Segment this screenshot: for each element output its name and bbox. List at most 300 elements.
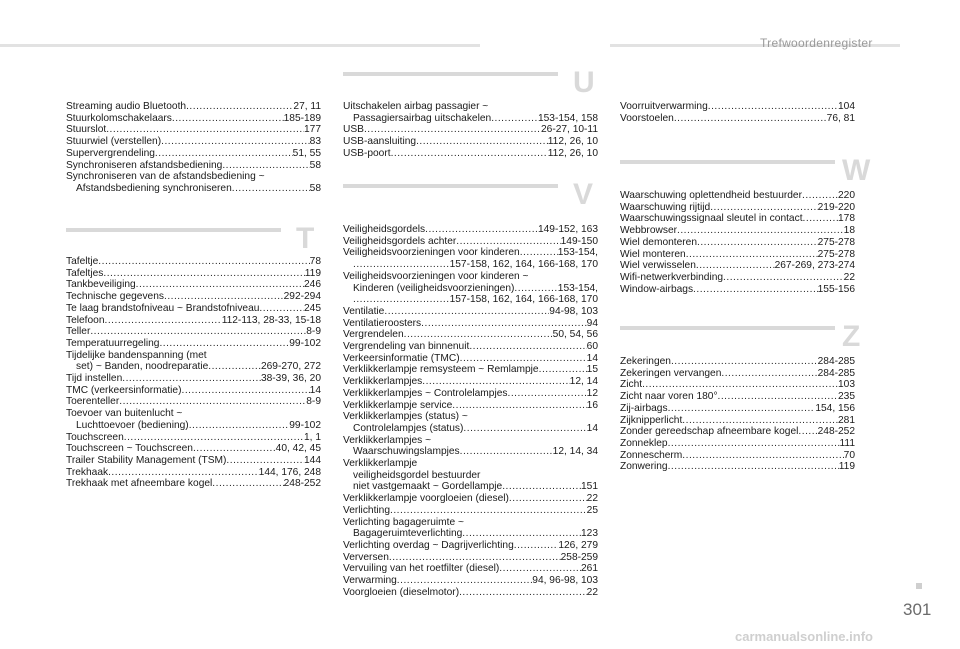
entry-term: Tijdelijke bandenspanning (met xyxy=(66,349,207,361)
dot-leader xyxy=(693,284,818,296)
index-entry xyxy=(620,101,855,113)
index-column-w xyxy=(620,190,855,295)
entry-pages: 177 xyxy=(304,124,321,136)
watermark: carmanualsonline.info xyxy=(735,629,873,644)
entry-term: Zonder gereedschap afneembare kogel xyxy=(620,426,799,438)
entry-pages: 144 xyxy=(304,454,321,466)
entry-term: Verklikkerlampjes (status) ~ xyxy=(343,411,468,423)
page-header: Trefwoordenregister xyxy=(760,36,873,50)
entry-term: TMC (verkeersinformatie) xyxy=(66,384,182,396)
index-entry xyxy=(343,113,598,125)
dot-leader xyxy=(397,575,532,587)
dot-leader xyxy=(520,247,558,259)
entry-pages: 27, 11 xyxy=(293,101,321,112)
dot-leader xyxy=(798,426,817,438)
index-entry xyxy=(343,435,598,447)
dot-leader xyxy=(459,587,587,599)
index-entry xyxy=(343,376,598,388)
top-rule-left xyxy=(0,44,480,47)
entry-term: Uitschakelen airbag passagier ~ xyxy=(343,101,489,112)
index-entry xyxy=(620,426,855,438)
entry-term: Zekeringen xyxy=(620,356,671,367)
entry-term: Verlichting xyxy=(343,504,391,516)
entry-pages: 284-285 xyxy=(817,367,855,379)
dot-leader xyxy=(539,364,587,376)
entry-term: Kinderen (veiligheidsvoorzieningen) xyxy=(353,282,515,294)
index-column-v xyxy=(343,224,598,599)
index-entry xyxy=(343,101,598,113)
entry-pages: 14 xyxy=(586,352,598,364)
index-entry xyxy=(343,236,598,248)
entry-term: Ventilatieroosters xyxy=(343,317,422,329)
dot-leader xyxy=(803,213,838,225)
dot-leader xyxy=(460,353,587,365)
entry-term: niet vastgemaakt ~ Gordellampje xyxy=(353,481,503,493)
dot-leader xyxy=(462,528,581,540)
dot-leader xyxy=(208,361,261,373)
index-entry xyxy=(620,368,855,380)
entry-pages: 153-154, xyxy=(557,282,598,294)
index-entry xyxy=(66,396,321,408)
index-entry xyxy=(620,391,855,403)
entry-term: Wifi-netwerkverbinding xyxy=(620,271,724,283)
entry-pages: 103 xyxy=(838,379,855,391)
entry-term: Stuurslot xyxy=(66,124,107,136)
index-entry xyxy=(620,237,855,249)
entry-pages: 14 xyxy=(586,422,598,434)
index-entry xyxy=(620,225,855,237)
dot-leader xyxy=(802,190,838,202)
entry-pages: 153-154, 158 xyxy=(537,112,598,124)
entry-term: Verwarming xyxy=(343,575,397,587)
dot-leader xyxy=(189,420,290,432)
entry-term: Verklikkerlampje xyxy=(343,458,418,470)
entry-term: Verlichting bagageruimte ~ xyxy=(343,516,464,528)
entry-term: Zicht xyxy=(620,379,643,391)
entry-term: Trailer Stability Management (TSM) xyxy=(66,454,227,466)
dot-leader xyxy=(181,385,309,397)
index-entry xyxy=(66,268,321,280)
index-entry xyxy=(343,528,598,540)
dot-leader xyxy=(456,236,560,248)
entry-term: Tijd instellen xyxy=(66,373,123,385)
index-entry xyxy=(66,291,321,303)
entry-term: Webbrowser xyxy=(620,225,677,237)
dot-leader xyxy=(697,237,818,249)
index-entry xyxy=(343,505,598,517)
index-entry xyxy=(343,124,598,136)
index-entry xyxy=(343,306,598,318)
entry-pages: 258-259 xyxy=(560,551,598,563)
entry-pages: 8-9 xyxy=(306,326,321,338)
entry-term: Verklikkerlampje remsysteem ~ Remlampje xyxy=(343,364,539,376)
index-entry xyxy=(343,294,598,306)
entry-pages: 78 xyxy=(309,256,321,267)
dot-leader xyxy=(226,455,304,467)
entry-term: Waarschuwing rijtijd xyxy=(620,201,711,213)
index-entry xyxy=(343,575,598,587)
entry-pages: 94-98, 103 xyxy=(549,305,598,317)
dot-leader xyxy=(155,148,293,160)
entry-term: USB-poort xyxy=(343,147,391,159)
dot-leader xyxy=(708,101,838,113)
entry-term: Waarschuwingssignaal sleutel in contact xyxy=(620,213,803,225)
index-entry xyxy=(343,423,598,435)
dot-leader xyxy=(668,461,839,473)
index-entry xyxy=(66,338,321,350)
dot-leader xyxy=(212,478,283,490)
entry-pages: 26-27, 10-11 xyxy=(540,124,598,136)
entry-pages: 94, 96-98, 103 xyxy=(532,575,598,587)
dot-leader xyxy=(696,260,775,272)
entry-term: Synchroniseren van de afstandsbediening ~ xyxy=(66,171,265,183)
index-entry xyxy=(343,458,598,470)
section-letter: T xyxy=(296,222,315,255)
entry-pages: 246 xyxy=(304,279,321,291)
index-entry xyxy=(66,443,321,455)
entry-pages: 38-39, 36, 20 xyxy=(260,373,321,385)
entry-term: Zij-airbags xyxy=(620,402,668,414)
index-entry xyxy=(620,356,855,368)
entry-term: Voorruitverwarming xyxy=(620,101,708,112)
dot-leader xyxy=(124,432,304,444)
index-entry xyxy=(343,540,598,552)
entry-pages: 275-278 xyxy=(817,248,855,260)
index-entry xyxy=(343,470,598,482)
index-entry xyxy=(66,315,321,327)
dot-leader xyxy=(463,423,586,435)
page-number: 301 xyxy=(903,600,932,619)
index-entry xyxy=(66,455,321,467)
entry-term: Waarschuwingslampjes xyxy=(353,446,460,458)
entry-pages: 12, 14, 34 xyxy=(552,446,598,458)
section-letter: W xyxy=(842,154,871,187)
section-letter: U xyxy=(573,66,595,99)
index-entry xyxy=(66,326,321,338)
entry-pages: 275-278 xyxy=(817,236,855,248)
index-entry xyxy=(66,350,321,362)
entry-pages: 153-154, xyxy=(557,247,598,259)
dot-leader xyxy=(671,356,818,368)
dot-leader xyxy=(682,415,838,427)
dot-leader xyxy=(422,376,569,388)
entry-pages: 261 xyxy=(581,563,598,575)
dot-leader xyxy=(491,113,538,125)
dot-leader xyxy=(509,493,587,505)
section-rule xyxy=(620,326,835,330)
entry-pages: 151 xyxy=(581,481,598,493)
index-column-t xyxy=(66,256,321,490)
index-entry xyxy=(66,124,321,136)
entry-term: Trekhaak xyxy=(66,466,109,478)
index-entry xyxy=(343,136,598,148)
entry-term: Synchroniseren afstandsbediening xyxy=(66,159,223,171)
entry-term: Verklikkerlampje service xyxy=(343,399,453,411)
entry-pages: 1, 1 xyxy=(304,431,321,443)
entry-pages: 104 xyxy=(838,101,855,112)
entry-term: Stuurwiel (verstellen) xyxy=(66,136,162,148)
index-entry xyxy=(343,341,598,353)
index-entry xyxy=(620,249,855,261)
entry-pages: 126, 279 xyxy=(558,539,598,551)
entry-term: Vergrendelen xyxy=(343,329,404,341)
entry-pages: 14 xyxy=(309,384,321,396)
entry-pages: 12 xyxy=(586,387,598,399)
entry-term: Vervuiling van het roetfilter (diesel) xyxy=(343,563,500,575)
dot-leader xyxy=(119,396,306,408)
index-entry xyxy=(620,415,855,427)
dot-leader xyxy=(353,294,450,306)
entry-term: set) ~ Banden, noodreparatie xyxy=(76,361,209,373)
index-entry xyxy=(620,450,855,462)
dot-leader xyxy=(668,438,840,450)
index-entry xyxy=(343,493,598,505)
entry-term: Te laag brandstofniveau ~ Brandstofniveau xyxy=(66,302,260,314)
entry-pages: 123 xyxy=(581,528,598,540)
entry-term: Controlelampjes (status) xyxy=(353,422,464,434)
entry-term: Zicht naar voren 180° xyxy=(620,391,718,403)
dot-leader xyxy=(164,291,284,303)
dot-leader xyxy=(718,391,838,403)
entry-pages: 94 xyxy=(586,317,598,329)
dot-leader xyxy=(186,101,293,113)
entry-term: Luchttoevoer (bediening) xyxy=(76,419,189,431)
entry-pages: 219-220 xyxy=(817,201,855,213)
index-entry xyxy=(66,373,321,385)
entry-term: Voorstoelen xyxy=(620,112,674,124)
entry-term: Streaming audio Bluetooth xyxy=(66,101,187,112)
entry-term: Temperatuurregeling xyxy=(66,337,160,349)
dot-leader xyxy=(514,283,557,295)
dot-leader xyxy=(159,338,289,350)
index-entry xyxy=(620,284,855,296)
entry-pages: 248-252 xyxy=(817,426,855,438)
entry-term: Window-airbags xyxy=(620,283,694,295)
entry-term: Voorgloeien (dieselmotor) xyxy=(343,586,460,598)
dot-leader xyxy=(353,259,450,271)
entry-pages: 83 xyxy=(309,136,321,148)
entry-pages: 248-252 xyxy=(283,478,321,490)
index-entry xyxy=(66,420,321,432)
index-column-s xyxy=(66,101,321,195)
index-entry xyxy=(620,213,855,225)
index-column-u xyxy=(343,101,598,160)
entry-pages: 8-9 xyxy=(306,396,321,408)
index-entry xyxy=(620,190,855,202)
index-entry xyxy=(343,364,598,376)
dot-leader xyxy=(364,124,541,136)
index-entry xyxy=(620,438,855,450)
entry-term: Toevoer van buitenlucht ~ xyxy=(66,408,183,420)
index-entry xyxy=(66,303,321,315)
entry-term: Wiel monteren xyxy=(620,248,686,260)
entry-term: Verkeersinformatie (TMC) xyxy=(343,352,460,364)
entry-pages: 18 xyxy=(843,225,855,237)
dot-leader xyxy=(682,450,843,462)
entry-term: Zijknipperlicht xyxy=(620,414,683,426)
entry-pages: 157-158, 162, 164, 166-168, 170 xyxy=(449,294,598,306)
entry-term: Toerenteller xyxy=(66,396,120,408)
entry-term: Verlichting overdag ~ Dagrijverlichting xyxy=(343,539,514,551)
dot-leader xyxy=(502,481,581,493)
entry-pages: 22 xyxy=(586,586,598,598)
entry-pages: 220 xyxy=(838,190,855,201)
index-entry xyxy=(66,467,321,479)
entry-term: Stuurkolomschakelaars xyxy=(66,112,172,124)
index-entry xyxy=(66,478,321,490)
index-entry xyxy=(620,461,855,473)
entry-pages: 185-189 xyxy=(283,112,321,124)
dot-leader xyxy=(674,113,827,125)
index-entry xyxy=(66,408,321,420)
entry-term: Zekeringen vervangen xyxy=(620,367,722,379)
entry-term: Veiligheidsgordels xyxy=(343,224,426,235)
entry-pages: 178 xyxy=(838,213,855,225)
index-entry xyxy=(343,318,598,330)
dot-leader xyxy=(507,388,586,400)
index-entry xyxy=(343,481,598,493)
entry-term: Touchscreen ~ Touchscreen xyxy=(66,443,193,455)
index-entry xyxy=(343,259,598,271)
dot-leader xyxy=(105,315,222,327)
entry-term: Zonwering xyxy=(620,461,668,473)
entry-pages: 245 xyxy=(304,302,321,314)
dot-leader xyxy=(668,403,816,415)
index-entry xyxy=(620,272,855,284)
entry-pages: 157-158, 162, 164, 166-168, 170 xyxy=(449,259,598,271)
dot-leader xyxy=(108,467,259,479)
dot-leader xyxy=(161,136,310,148)
index-entry xyxy=(620,113,855,125)
section-letter: V xyxy=(573,178,594,211)
dot-leader xyxy=(677,225,844,237)
dot-leader xyxy=(390,505,587,517)
index-entry xyxy=(343,283,598,295)
entry-term: Wiel demonteren xyxy=(620,236,698,248)
dot-leader xyxy=(686,249,818,261)
index-entry xyxy=(343,400,598,412)
entry-term: Ventilatie xyxy=(343,305,385,317)
dot-leader xyxy=(98,256,309,268)
index-entry xyxy=(66,148,321,160)
entry-term: Verklikkerlampjes xyxy=(343,376,423,388)
entry-term: Vergrendeling van binnenuit xyxy=(343,341,470,353)
dot-leader xyxy=(259,303,304,315)
index-entry xyxy=(66,183,321,195)
entry-pages: 269-270, 272 xyxy=(260,361,321,373)
entry-pages: 58 xyxy=(309,159,321,171)
entry-pages: 51, 55 xyxy=(292,147,321,159)
section-rule xyxy=(343,184,558,188)
index-entry xyxy=(343,411,598,423)
section-rule xyxy=(66,228,281,232)
index-entry xyxy=(66,256,321,268)
dot-leader xyxy=(106,124,304,136)
entry-term: USB xyxy=(343,124,364,136)
index-entry xyxy=(66,432,321,444)
entry-term: Zonnescherm xyxy=(620,449,683,461)
entry-pages: 119 xyxy=(838,461,855,473)
entry-pages: 60 xyxy=(586,341,598,353)
entry-term: Verklikkerlampjes ~ Controlelampjes xyxy=(343,387,508,399)
index-entry xyxy=(343,329,598,341)
dot-leader xyxy=(384,306,549,318)
dot-leader xyxy=(723,272,844,284)
entry-term: Tafeltjes xyxy=(66,267,104,279)
entry-pages: 76, 81 xyxy=(826,112,855,124)
dot-leader xyxy=(103,268,304,280)
entry-term: Afstandsbediening synchroniseren xyxy=(76,182,232,194)
index-entry xyxy=(343,388,598,400)
entry-pages: 22 xyxy=(586,493,598,505)
entry-pages: 12, 14 xyxy=(569,376,598,388)
entry-term: Tafeltje xyxy=(66,256,99,267)
dot-leader xyxy=(136,279,304,291)
index-entry xyxy=(66,160,321,172)
dot-leader xyxy=(193,443,276,455)
dot-leader xyxy=(421,318,587,330)
dot-leader xyxy=(499,563,581,575)
dot-leader xyxy=(172,113,284,125)
entry-pages: 112, 26, 10 xyxy=(547,147,598,159)
dot-leader xyxy=(389,552,561,564)
entry-term: Telefoon xyxy=(66,314,105,326)
section-letter: Z xyxy=(842,320,861,353)
entry-pages: 50, 54, 56 xyxy=(552,329,598,341)
entry-term: Veiligheidsvoorzieningen voor kinderen ~ xyxy=(343,270,529,282)
dot-leader xyxy=(90,326,306,338)
dot-leader xyxy=(710,202,817,214)
section-rule xyxy=(620,160,835,164)
entry-term: Tankbeveiliging xyxy=(66,279,136,291)
entry-pages: 112, 26, 10 xyxy=(547,136,598,148)
dot-leader xyxy=(721,368,817,380)
entry-pages: 70 xyxy=(843,449,855,461)
entry-pages: 25 xyxy=(586,504,598,516)
entry-term: Technische gegevens xyxy=(66,291,164,303)
index-entry xyxy=(620,403,855,415)
entry-pages: 15 xyxy=(586,364,598,376)
entry-term: Touchscreen xyxy=(66,431,124,443)
entry-term: Trekhaak met afneembare kogel xyxy=(66,478,213,490)
index-entry xyxy=(343,446,598,458)
entry-pages: 149-152, 163 xyxy=(537,224,598,235)
entry-pages: 149-150 xyxy=(560,235,598,247)
entry-pages: 112-113, 28-33, 15-18 xyxy=(221,314,321,326)
entry-pages: 119 xyxy=(304,267,321,279)
entry-pages: 235 xyxy=(838,391,855,403)
end-marker xyxy=(916,583,922,589)
index-entry xyxy=(620,202,855,214)
dot-leader xyxy=(122,373,261,385)
index-entry xyxy=(66,279,321,291)
dot-leader xyxy=(222,160,309,172)
entry-term: Verklikkerlampje voorgloeien (diesel) xyxy=(343,493,509,505)
index-entry xyxy=(343,148,598,160)
index-entry xyxy=(343,517,598,529)
entry-term: Veiligheidsvoorzieningen voor kinderen xyxy=(343,247,520,259)
index-column-z xyxy=(620,356,855,473)
entry-pages: 99-102 xyxy=(289,419,321,431)
index-entry xyxy=(343,224,598,236)
entry-term: Bagageruimteverlichting xyxy=(353,528,463,540)
entry-pages: 16 xyxy=(586,399,598,411)
entry-pages: 267-269, 273-274 xyxy=(774,260,855,272)
entry-term: Verklikkerlampjes ~ xyxy=(343,434,432,446)
entry-pages: 58 xyxy=(309,182,321,194)
entry-pages: 111 xyxy=(839,437,855,449)
index-entry xyxy=(343,353,598,365)
